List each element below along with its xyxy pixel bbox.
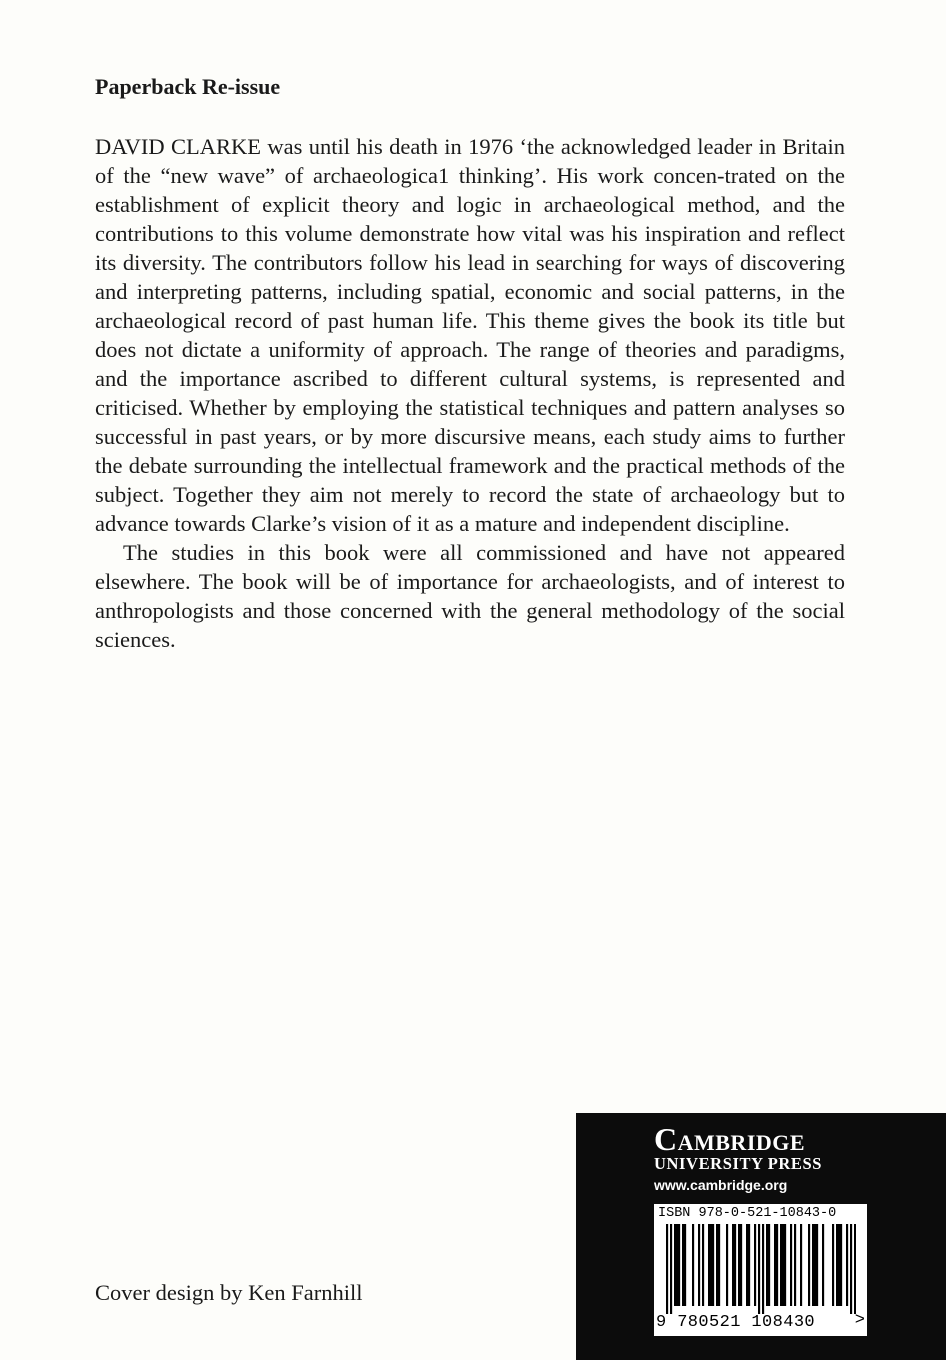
publisher-subtitle: UNIVERSITY PRESS [654,1154,823,1173]
barcode-bar [746,1224,748,1306]
barcode-bar [782,1224,784,1306]
isbn-label: ISBN 978-0-521-10843-0 [658,1206,837,1221]
barcode-bar [762,1224,764,1314]
barcode-bar [734,1224,736,1306]
barcode-bar [784,1224,786,1306]
barcode-bars [666,1224,856,1314]
barcode-bar [712,1224,714,1306]
barcode-bar [674,1224,676,1306]
barcode-bar [684,1224,686,1306]
barcode-bar [854,1224,856,1314]
barcode-bar [780,1224,782,1306]
barcode-bar [808,1224,810,1306]
barcode-arrow: > [854,1311,865,1330]
barcode-bar [710,1224,712,1306]
barcode-bar [814,1224,816,1306]
barcode-bar [794,1224,796,1306]
barcode-bar [812,1224,814,1306]
barcode-bar [716,1224,718,1306]
barcode-bar [718,1224,720,1306]
barcode-bar [676,1224,678,1306]
paragraph-1: DAVID CLARKE was until his death in 1976 ‘the acknowledged leader in Britain of the “new wave” of archaeologica1 thinking’. His work concen-trated on the establishment of explicit theory and logic in archaeological method, and the contributions to this volume demonstrate how vital was his inspiration and reflect its diversity. The contributors follow his lead in searching for ways of discovering and interpreting patterns, including spatial, economic and social patterns, in the archaeological record of past human life. This theme gives the book its title but does not dictate a uniformity of approach. The range of theories and paradigms, and the importance ascribed to different cultural systems, is represented and criticised. Whether by employing the statistical techniques and pattern analyses so successful in past years, or by more discursive means, each study aims to further the debate surrounding the intellectual framework and the practical methods of the subject. Together they aim not merely to record the state of archaeology but to advance towards Clarke’s vision of it as a mature and independent discipline. [95,134,845,536]
barcode-bar [776,1224,778,1306]
barcode-panel [654,1204,867,1336]
publisher-name: Cambridge [654,1121,806,1157]
barcode-bar [838,1224,840,1306]
barcode-bar [748,1224,750,1306]
barcode-bar [738,1224,740,1306]
barcode-bar [732,1224,734,1306]
barcode-bar [822,1224,824,1306]
barcode-bar [692,1224,694,1306]
barcode-bar [754,1224,756,1306]
barcode-bar [682,1224,684,1306]
barcode-digits: 9 780521 108430 [656,1313,816,1332]
barcode-bar [840,1224,842,1306]
barcode-bar [758,1224,760,1314]
heading: Paperback Re-issue [95,74,281,99]
barcode-bar [726,1224,728,1306]
publisher-url: www.cambridge.org [654,1177,788,1193]
barcode-bar [790,1224,792,1306]
paragraph-2: The studies in this book were all commissioned and have not appeared elsewhere. The book will be of importance for archaeologists, and of interest to anthropologists and those concerned with the general methodology of the social sciences. [95,540,845,652]
barcode-bar [850,1224,852,1314]
barcode-bar [774,1224,776,1306]
cover-credit: Cover design by Ken Farnhill [95,1280,363,1305]
barcode-bar [740,1224,742,1306]
barcode-bar [836,1224,838,1306]
barcode-bar [800,1224,802,1306]
description [95,132,845,654]
barcode-bar [670,1224,672,1314]
barcode-bar [846,1224,848,1306]
publisher-block [576,1113,946,1360]
barcode-bar [666,1224,668,1314]
barcode-bar [698,1224,700,1306]
barcode-bar [678,1224,680,1306]
barcode-bar [702,1224,704,1306]
barcode-bar [768,1224,770,1306]
barcode-bar [832,1224,834,1306]
barcode-bar [766,1224,768,1306]
barcode-bar [816,1224,818,1306]
barcode-bar [708,1224,710,1306]
